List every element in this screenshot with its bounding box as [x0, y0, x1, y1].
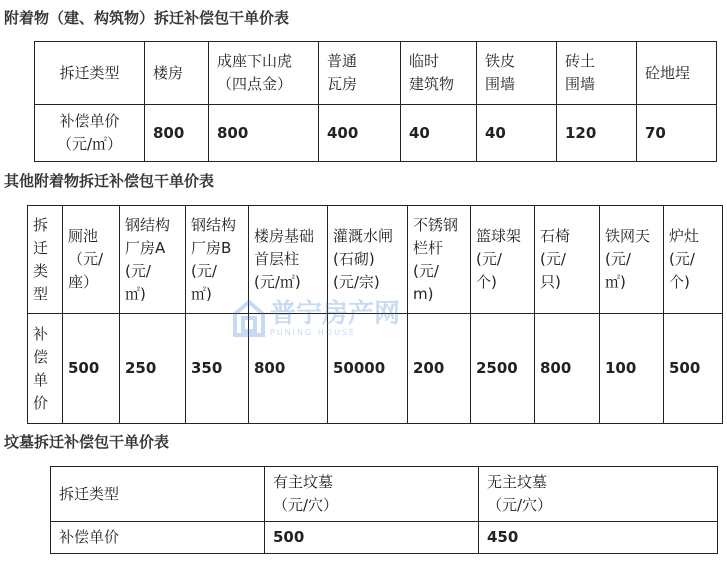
watermark-subtext: PUNING HOUSE — [270, 327, 357, 337]
header-cell: 不锈钢 栏杆 (元/ m) — [408, 206, 471, 314]
price-cell: 500 — [664, 314, 723, 424]
price-cell: 800 — [535, 314, 600, 424]
other-attachment-price-table — [27, 205, 723, 424]
price-cell: 800 — [145, 105, 209, 162]
table2-title: 其他附着物拆迁补偿包干单价表 — [4, 172, 215, 190]
grave-price-table — [50, 466, 718, 554]
price-cell: 800 — [249, 314, 328, 424]
price-cell: 100 — [600, 314, 664, 424]
table1-body — [35, 42, 717, 162]
table1-title: 附着物（建、构筑物）拆迁补偿包干单价表 — [4, 9, 290, 27]
header-cell: 拆迁类型 — [35, 42, 145, 105]
header-cell: 钢结构 厂房B (元/ ㎡) — [186, 206, 249, 314]
header-cell: 篮球架 (元/ 个) — [471, 206, 535, 314]
price-cell: 50000 — [328, 314, 408, 424]
header-cell: 炉灶 (元/ 个) — [664, 206, 723, 314]
header-row — [35, 42, 717, 105]
table3-title: 坟墓拆迁补偿包干单价表 — [4, 433, 170, 451]
price-cell: 800 — [209, 105, 319, 162]
price-row — [51, 522, 718, 554]
price-cell: 补 偿 单 价 — [28, 314, 63, 424]
price-cell: 补偿单价 — [51, 522, 265, 554]
price-cell: 450 — [479, 522, 718, 554]
header-cell: 有主坟墓 （元/穴） — [265, 467, 479, 522]
attachment-price-table — [34, 41, 717, 162]
header-cell: 拆 迁 类 型 — [28, 206, 63, 314]
price-cell: 40 — [477, 105, 557, 162]
price-cell: 70 — [637, 105, 717, 162]
header-cell: 砖土 围墙 — [557, 42, 637, 105]
price-row — [35, 105, 717, 162]
price-cell: 2500 — [471, 314, 535, 424]
header-cell: 灌溉水闸 (石砌) (元/宗) — [328, 206, 408, 314]
header-cell: 铁网天 (元/ ㎡) — [600, 206, 664, 314]
price-cell: 40 — [401, 105, 477, 162]
header-row — [51, 467, 718, 522]
price-cell: 400 — [319, 105, 401, 162]
watermark-text: 普宁房产网 — [270, 298, 401, 329]
price-cell: 200 — [408, 314, 471, 424]
header-cell: 钢结构 厂房A (元/ ㎡) — [120, 206, 186, 314]
header-cell: 成座下山虎 （四点金） — [209, 42, 319, 105]
header-cell: 楼房 — [145, 42, 209, 105]
header-cell: 拆迁类型 — [51, 467, 265, 522]
header-row — [28, 206, 723, 314]
header-cell: 楼房基础 首层柱 (元/㎡) — [249, 206, 328, 314]
header-cell: 厕池 （元/ 座） — [63, 206, 120, 314]
header-cell: 铁皮 围墙 — [477, 42, 557, 105]
price-cell: 500 — [63, 314, 120, 424]
price-cell: 250 — [120, 314, 186, 424]
header-cell: 无主坟墓 （元/穴） — [479, 467, 718, 522]
price-cell: 120 — [557, 105, 637, 162]
table2-body — [28, 206, 723, 424]
price-cell: 500 — [265, 522, 479, 554]
table3-body — [51, 467, 718, 554]
header-cell: 临时 建筑物 — [401, 42, 477, 105]
price-cell: 350 — [186, 314, 249, 424]
price-row — [28, 314, 723, 424]
price-cell: 补偿单价 （元/㎡） — [35, 105, 145, 162]
header-cell: 砼地埕 — [637, 42, 717, 105]
header-cell: 普通 瓦房 — [319, 42, 401, 105]
header-cell: 石椅 (元/ 只) — [535, 206, 600, 314]
